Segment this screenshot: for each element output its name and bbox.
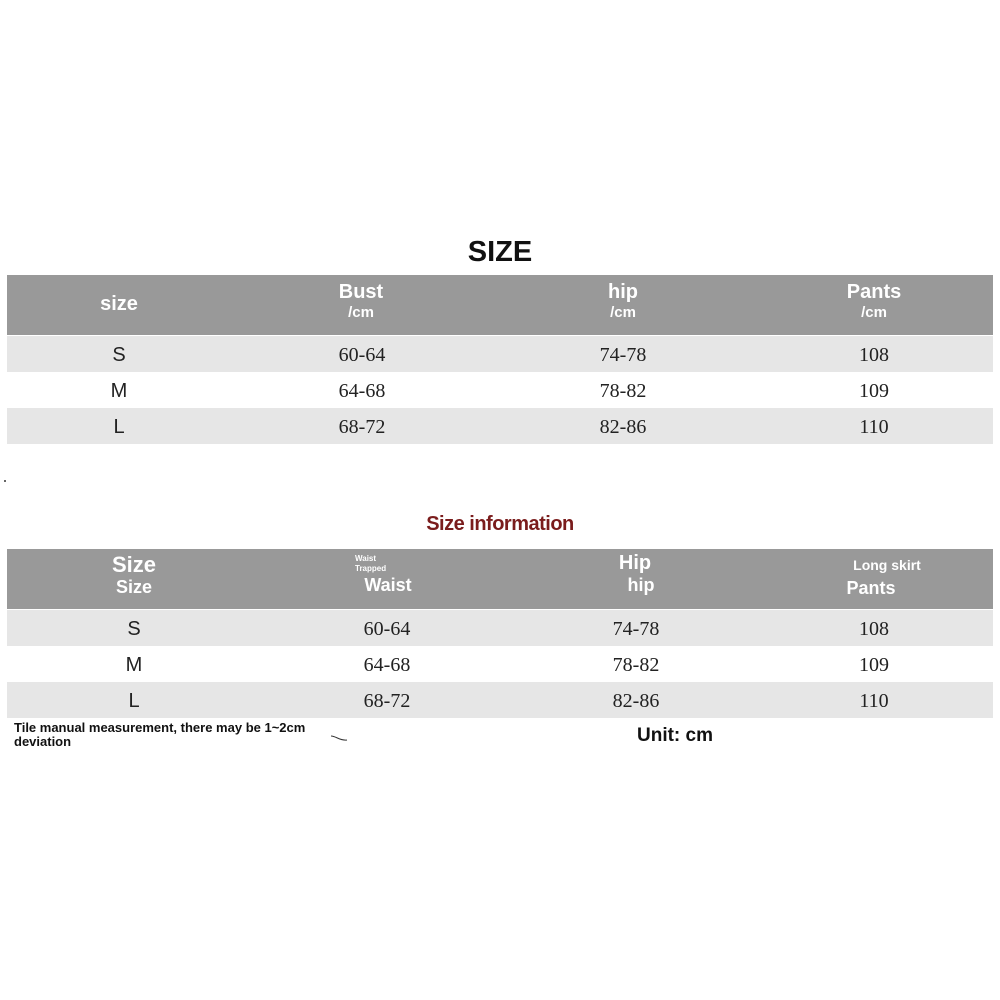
- table-row: [7, 408, 993, 444]
- header-bust-unit: /cm: [348, 304, 374, 321]
- header-size: size: [100, 293, 138, 315]
- header-waist: [328, 554, 448, 596]
- header-hip-unit: /cm: [610, 304, 636, 321]
- cell-pants: 109: [859, 380, 889, 402]
- cell-pants: 109: [859, 654, 889, 676]
- size-chart-header: [7, 275, 993, 335]
- size-information-title: Size information: [426, 513, 574, 535]
- header-hip: [563, 281, 683, 321]
- cell-bust: 64-68: [338, 380, 386, 402]
- cell-bust: 68-72: [338, 416, 386, 438]
- table-row: [7, 372, 993, 408]
- header-size-bottom: Size: [115, 577, 153, 598]
- unit-label: Unit: cm: [637, 725, 713, 746]
- cell-waist: 64-68: [363, 654, 411, 676]
- cell-size: L: [113, 416, 125, 438]
- squiggle-arrow-icon: [330, 733, 348, 743]
- cell-size: L: [128, 690, 140, 712]
- cell-pants: 108: [859, 344, 889, 366]
- size-info-header: [7, 549, 993, 609]
- header-hip: [575, 552, 695, 596]
- cell-waist: 68-72: [363, 690, 411, 712]
- header-pants-label: Pants: [846, 281, 902, 303]
- header-pants: [817, 557, 957, 599]
- cell-hip: 82-86: [599, 416, 647, 438]
- header-waist-top: Waist Trapped: [355, 554, 387, 573]
- cell-size: S: [127, 618, 141, 640]
- cell-bust: 60-64: [338, 344, 386, 366]
- header-hip-bottom: hip: [627, 575, 655, 595]
- cell-waist: 60-64: [363, 618, 411, 640]
- table-row: [7, 610, 993, 646]
- measurement-note: Tile manual measurement, there may be 1~2cm deviation: [14, 720, 306, 749]
- header-bust: [301, 281, 421, 321]
- header-pants-bottom: Pants: [846, 578, 896, 599]
- header-size: [74, 552, 194, 598]
- header-pants-top: Long skirt: [853, 557, 921, 573]
- header-pants-unit: /cm: [861, 304, 887, 321]
- cell-hip: 78-82: [612, 654, 660, 676]
- cell-hip: 82-86: [612, 690, 660, 712]
- header-waist-bottom: Waist: [364, 575, 412, 595]
- header-pants: [814, 281, 934, 321]
- cell-pants: 108: [859, 618, 889, 640]
- stray-dot: [4, 480, 6, 482]
- table-row: [7, 646, 993, 682]
- table-row: [7, 682, 993, 718]
- cell-hip: 74-78: [599, 344, 647, 366]
- cell-size: M: [125, 654, 143, 676]
- cell-pants: 110: [859, 416, 889, 438]
- size-chart-title: SIZE: [467, 236, 533, 268]
- cell-hip: 74-78: [612, 618, 660, 640]
- cell-hip: 78-82: [599, 380, 647, 402]
- header-bust-label: Bust: [338, 281, 384, 303]
- cell-pants: 110: [859, 690, 889, 712]
- header-size-top: Size: [111, 552, 157, 577]
- cell-size: S: [112, 344, 126, 366]
- header-hip-top: Hip: [618, 552, 652, 574]
- cell-size: M: [110, 380, 128, 402]
- table-row: [7, 336, 993, 372]
- header-hip-label: hip: [608, 281, 638, 303]
